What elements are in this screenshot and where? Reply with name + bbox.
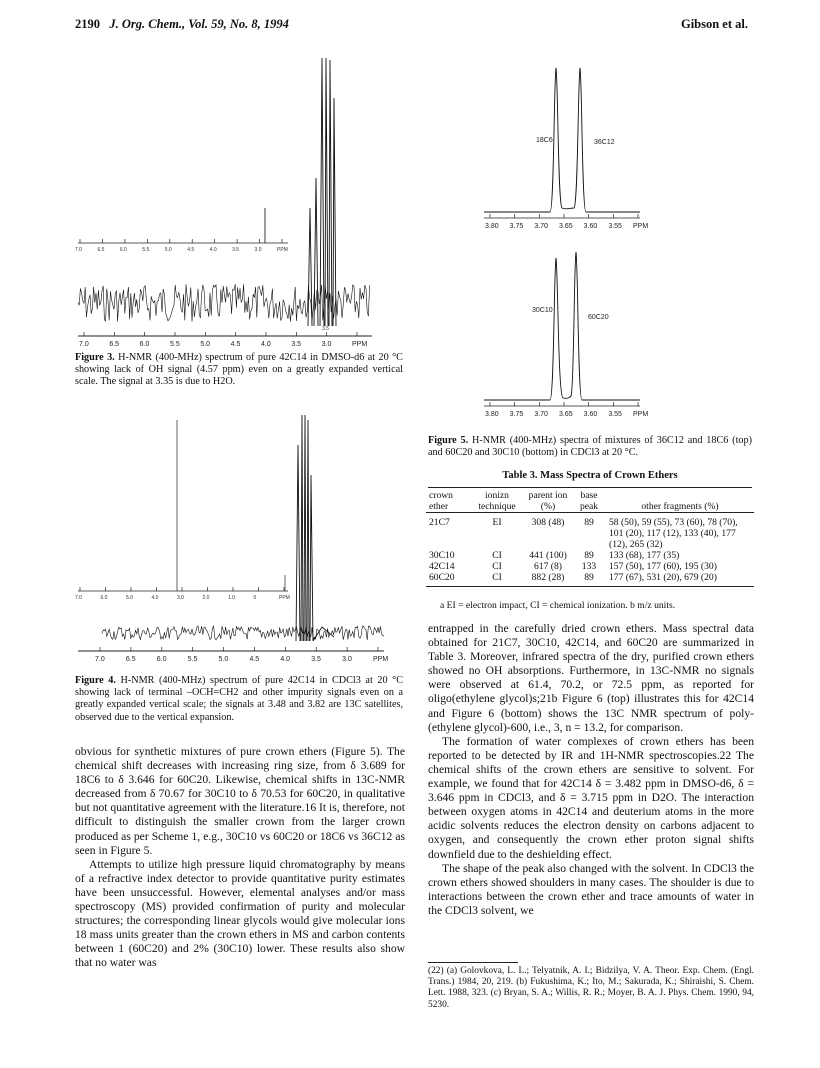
figure-4-spectrum bbox=[72, 415, 402, 670]
column-header: crown ether bbox=[429, 490, 453, 512]
column-header: ionizn technique bbox=[478, 490, 516, 512]
tick-label: 7.0 bbox=[75, 247, 82, 253]
figure-5 bbox=[470, 60, 740, 430]
table-row bbox=[426, 550, 754, 561]
tick-label: 6.5 bbox=[125, 656, 136, 663]
tick-label: 6.0 bbox=[156, 656, 167, 663]
tick-label: 4.5 bbox=[230, 341, 241, 348]
tick-label: 3.75 bbox=[509, 223, 524, 230]
page-number: 2190 bbox=[75, 17, 100, 31]
running-header-authors: Gibson et al. bbox=[680, 17, 748, 31]
tick-label: 3.0 bbox=[342, 656, 352, 663]
table-cell: 89 bbox=[584, 572, 594, 583]
figure-4 bbox=[72, 415, 402, 670]
table-cell: CI bbox=[492, 572, 502, 583]
table-3 bbox=[426, 490, 754, 587]
tick-label: 5.5 bbox=[142, 247, 150, 253]
tick-label: 3.0 bbox=[254, 247, 262, 253]
paragraph: The shape of the peak also changed with the solvent. In CDCl3 the crown ethers showed shoulders in many cases. The shoulder is due to interactions between the crown ether and trace amounts of water in the CDCl3 solvent, we bbox=[428, 861, 754, 917]
table-cell: CI bbox=[492, 550, 502, 561]
tick-label: PPM bbox=[633, 411, 649, 418]
table-cell: 441 (100) bbox=[529, 550, 567, 561]
tick-label: 3.70 bbox=[534, 411, 548, 418]
table-row bbox=[426, 517, 754, 550]
tick-label: 4.0 bbox=[151, 595, 159, 601]
tick-label: 6.5 bbox=[109, 341, 120, 348]
figure-3 bbox=[72, 58, 402, 358]
tick-label: 3.80 bbox=[485, 411, 499, 418]
table-3-title: Table 3. Mass Spectra of Crown Ethers bbox=[502, 470, 678, 481]
tick-label: 5.0 bbox=[126, 595, 133, 601]
table-row bbox=[426, 561, 754, 572]
tick-label: PPM bbox=[277, 247, 288, 253]
running-header-left bbox=[75, 17, 289, 32]
tick-label: 5.0 bbox=[164, 247, 172, 253]
tick-label: PPM bbox=[633, 223, 649, 230]
figure-3-caption bbox=[75, 352, 403, 389]
tick-label: 5.5 bbox=[170, 341, 180, 348]
tick-label: 5.0 bbox=[218, 656, 229, 663]
figure-5-spectra bbox=[470, 60, 740, 430]
figure-3-spectrum bbox=[72, 58, 402, 358]
table-cell: 177 (67), 531 (20), 679 (20) bbox=[609, 572, 717, 583]
right-column-text bbox=[428, 622, 754, 918]
tick-label: 4.0 bbox=[209, 247, 217, 253]
table-3-footnote: a EI = electron impact, CI = chemical ionization. b m/z units. bbox=[440, 600, 676, 611]
caption-text: H-NMR (400-MHz) spectrum of pure 42C14 in CDCl3 at 20 °C showing lack of terminal –OCH=CH2 and other impurity signals even on a greatly expanded vertical scale; the signals at 3.48 and 3.82 are 13C satellites, observed due to the vertical expansion. bbox=[75, 675, 403, 723]
tick-label: 0 bbox=[253, 595, 257, 601]
table-cell: 58 (50), 59 (55), 73 (60), 78 (70), 101 (20), 117 (12), 133 (40), 177 (12), 265 (32) bbox=[609, 517, 738, 550]
tick-label: 7.0 bbox=[75, 595, 82, 601]
table-cell: 308 (48) bbox=[531, 517, 565, 528]
caption-text: H-NMR (400-MHz) spectra of mixtures of 36C12 and 18C6 (top) and 60C20 and 30C10 (bottom) in CDCl3 at 20 °C. bbox=[428, 435, 752, 459]
figure-4-caption bbox=[75, 675, 403, 724]
caption-label: Figure 3. bbox=[75, 352, 115, 363]
tick-label: PPM bbox=[352, 341, 368, 348]
table-cell: 882 (28) bbox=[531, 572, 565, 583]
tick-label: PPM bbox=[279, 595, 290, 601]
tick-label: 5.0 bbox=[200, 341, 211, 348]
tick-label: 3.5 bbox=[291, 341, 302, 348]
paragraph: Attempts to utilize high pressure liquid chromatography by means of a refractive index detector to provide quantitative purity estimates have been unsuccessful. However, elemental analyses and/or mass spectroscopy (MS) provided confirmation of purity and molecular structures; the corresponding linear glycols would give molecular ions 18 mass units greater than the crown ethers in MS and carbon contents between 1 (60C20) and 2% (30C10) lower. These results also show that no water was bbox=[75, 857, 405, 970]
tick-label: 3.5 bbox=[232, 247, 240, 253]
tick-label: 3.80 bbox=[485, 223, 499, 230]
peak-label-30c10: 30C10 bbox=[532, 307, 553, 314]
peak-label-60c20: 60C20 bbox=[588, 314, 609, 321]
table-cell: 617 (8) bbox=[534, 561, 562, 572]
peak-label-18c6: 18C6 bbox=[536, 137, 553, 144]
tick-label: 3.60 bbox=[583, 223, 598, 230]
tick-label: 5.5 bbox=[187, 656, 198, 663]
tick-label: 6.5 bbox=[97, 247, 105, 253]
paragraph: The formation of water complexes of crown ethers has been reported to be detected by IR and 1H-NMR spectroscopies.22 The chemical shifts of the crown ethers are sensitive to solvent. For example, we found that for 42C14 δ = 3.482 ppm in DMSO-d6, δ = 3.646 ppm in CDCl3, and δ = 3.715 ppm in D2O. The interaction between oxygen atoms in 42C14 and deuterium atoms in the more acidic solvents reduces the electron density on carbons adjacent to oxygen, and consequently the crown ether proton signal shifts downfield due to the deshielding effect. bbox=[428, 734, 754, 861]
left-column-text bbox=[75, 745, 405, 971]
paragraph: obvious for synthetic mixtures of pure crown ethers (Figure 5). The chemical shift decreases with increasing ring size, from δ 3.689 for 18C6 to δ 3.646 for 60C20. Likewise, chemical shifts in 13C-NMR decreased from δ 70.67 for 30C10 to δ 70.53 for 60C20, in qualitative but not quantitative agreement with the literature.16 It is, therefore, not difficult to distinguish the smaller crown from the larger crown produced as per Scheme 1, e.g., 30C10 vs 60C20 or 18C6 vs 36C12 as seen in Figure 5. bbox=[75, 745, 405, 857]
tick-label: 3.0 bbox=[321, 341, 332, 348]
column-header: parent ion (%) bbox=[528, 490, 568, 512]
tick-label: 4.5 bbox=[187, 247, 195, 253]
tick-label: 3.65 bbox=[559, 223, 573, 230]
footnote-22: (22) (a) Golovkova, L. L.; Telyatnik, A. I.; Bidzilya, V. A. Theor. Exp. Chem. (Engl. Trans.) 1984, 20, 219. (b) Fukushima, K.; Ito, M.; Sakurada, K.; Shiraishi, S. Chem. Lett. 1988, 323. (c) Bryan, S. A.; Willis, R. R.; Moyer, B. A. J. Phys. Chem. 1990, 94, 5230. bbox=[428, 966, 754, 1010]
caption-label: Figure 5. bbox=[428, 435, 469, 446]
table-cell: 89 bbox=[584, 517, 594, 528]
table-cell: EI bbox=[492, 517, 502, 528]
table-cell: 60C20 bbox=[429, 572, 455, 583]
tick-label: 1.0 bbox=[228, 595, 235, 601]
table-rule bbox=[428, 487, 752, 488]
small-peak-label: 3.5 bbox=[322, 326, 329, 332]
figure-5-caption bbox=[428, 435, 752, 459]
tick-label: 3.5 bbox=[311, 656, 321, 663]
tick-label: 3.0 bbox=[177, 595, 184, 601]
column-header: other fragments (%) bbox=[641, 501, 719, 512]
paragraph: entrapped in the carefully dried crown ethers. Mass spectral data obtained for 21C7, 30C10, 42C14, and 60C20 are summarized in Table 3. Moreover, infrared spectra of the dry, purified crown ethers showed no OH absorptions. Furthermore, in 13C-NMR no signals were observed at 61.4, 70.2, or 72.5 ppm, as reported for oligo(ethylene glycol)s;21b Figure 6 (top) illustrates this for 42C14 and Figure 6 (bottom) shows the 13C NMR spectrum of poly-(ethylene glycol)-600, i.e., 3, n = 13.2, for comparison. bbox=[428, 622, 754, 734]
tick-label: 3.65 bbox=[559, 411, 573, 418]
footnote-rule bbox=[428, 962, 518, 963]
tick-label: 4.5 bbox=[249, 656, 260, 663]
journal-citation: J. Org. Chem., Vol. 59, No. 8, 1994 bbox=[109, 17, 289, 31]
tick-label: 6.0 bbox=[119, 247, 127, 253]
table-cell: CI bbox=[492, 561, 502, 572]
table-header-row bbox=[426, 490, 754, 513]
tick-label: 7.0 bbox=[79, 341, 89, 348]
tick-label: 6.0 bbox=[100, 595, 108, 601]
table-cell: 133 (68), 177 (35) bbox=[609, 550, 680, 561]
tick-label: 3.55 bbox=[608, 223, 622, 230]
tick-label: 3.55 bbox=[608, 411, 622, 418]
table-row bbox=[426, 572, 754, 583]
peak-label-36c12: 36C12 bbox=[594, 139, 615, 146]
tick-label: 7.0 bbox=[95, 656, 105, 663]
tick-label: 3.75 bbox=[509, 411, 524, 418]
tick-label: 4.0 bbox=[280, 656, 291, 663]
column-header: base peak bbox=[579, 490, 599, 512]
table-cell: 42C14 bbox=[429, 561, 455, 572]
table-cell: 89 bbox=[584, 550, 594, 561]
tick-label: 4.0 bbox=[261, 341, 271, 348]
table-cell: 21C7 bbox=[429, 517, 450, 528]
table-cell: 157 (50), 177 (60), 195 (30) bbox=[609, 561, 717, 572]
caption-label: Figure 4. bbox=[75, 675, 116, 686]
table-cell: 30C10 bbox=[429, 550, 455, 561]
caption-text: H-NMR (400-MHz) spectrum of pure 42C14 in DMSO-d6 at 20 °C showing lack of OH signal (4.57 ppm) even on a greatly expanded vertical scale. The signal at 3.35 is due to H2O. bbox=[75, 352, 403, 388]
tick-label: 6.0 bbox=[139, 341, 150, 348]
tick-label: 3.70 bbox=[534, 223, 548, 230]
tick-label: 3.60 bbox=[583, 411, 598, 418]
table-cell: 133 bbox=[581, 561, 597, 572]
tick-label: PPM bbox=[373, 656, 389, 663]
tick-label: 2.0 bbox=[202, 595, 210, 601]
